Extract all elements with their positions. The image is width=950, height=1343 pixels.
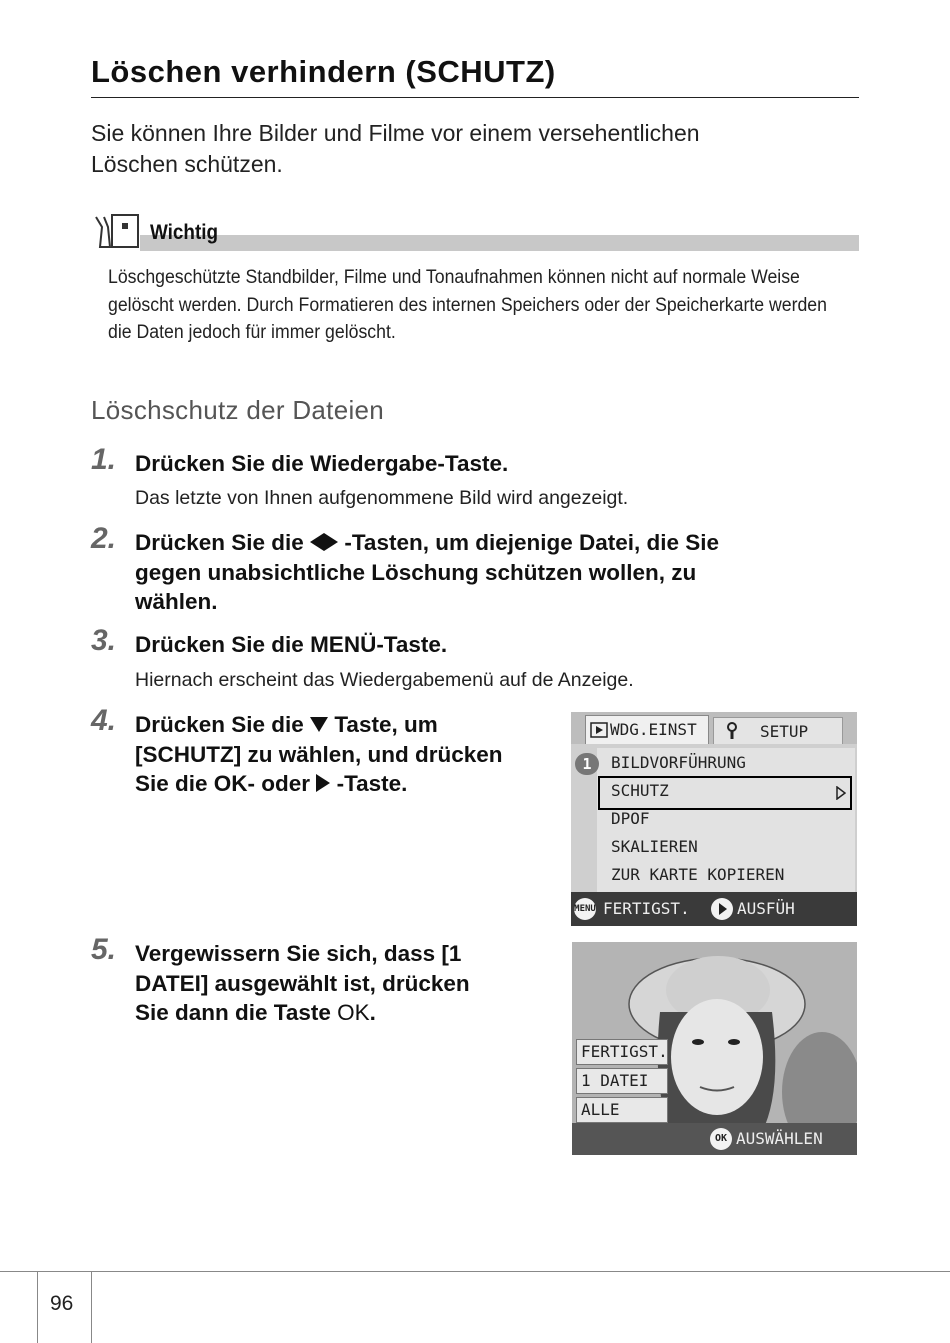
step-description: Das letzte von Ihnen aufgenommene Bild wird angezeigt.: [135, 487, 629, 509]
down-arrow-icon: [310, 717, 328, 732]
step-text: -Taste.: [336, 771, 408, 796]
menu-footer: [571, 892, 857, 926]
tab-setup[interactable]: [713, 717, 843, 744]
title-divider: [91, 97, 859, 98]
intro-line: Sie können Ihre Bilder und Filme vor einem versehentlichen: [91, 120, 700, 146]
ok-key-label: OK: [337, 1000, 370, 1025]
note-line: die Daten jedoch für immer gelöscht.: [108, 322, 396, 343]
note-bar: [128, 235, 859, 251]
step-text: Drücken Sie die: [135, 530, 304, 555]
step-number: 4.: [91, 704, 117, 737]
step-instruction: Drücken Sie die Wiedergabe-Taste.: [135, 451, 509, 476]
menu-item-skalieren[interactable]: SKALIEREN: [611, 837, 698, 856]
step-text: -Tasten, um diejenige Datei, die Sie: [344, 530, 720, 555]
footer-done-label: FERTIGST.: [603, 899, 690, 918]
step-text: Taste, um: [334, 712, 438, 737]
wrench-icon: [724, 722, 740, 740]
playback-icon: [590, 722, 608, 738]
step-instruction: [135, 528, 719, 617]
section-heading: Löschschutz der Dateien: [91, 395, 385, 425]
tab-label: SETUP: [760, 722, 809, 741]
note-line: Löschgeschützte Standbilder, Filme und Tonaufnahmen können nicht auf normale Weise: [108, 267, 800, 288]
step-text: Drücken Sie die: [135, 712, 304, 737]
menu-item-zur-karte-kopieren[interactable]: ZUR KARTE KOPIEREN: [611, 865, 785, 884]
footer-select-label: AUSWÄHLEN: [736, 1129, 823, 1148]
option-one-file[interactable]: 1 DATEI: [576, 1068, 668, 1094]
protect-options: [576, 1039, 668, 1126]
submenu-arrow-icon: [836, 786, 846, 800]
step-text: DATEI] ausgewählt ist, drücken: [135, 970, 470, 996]
step-text: Sie dann die Taste: [135, 1000, 331, 1025]
footer-execute-label: AUSFÜH: [737, 899, 795, 918]
step-number: 2.: [91, 522, 117, 555]
step-text: .: [369, 1000, 376, 1025]
intro-paragraph: [91, 118, 811, 180]
option-done[interactable]: FERTIGST.: [576, 1039, 668, 1065]
note-label: Wichtig: [150, 221, 219, 244]
ok-button-icon: OK: [710, 1128, 732, 1150]
step-number: 5.: [91, 933, 117, 966]
note-text: [108, 264, 827, 347]
step-instruction: [135, 710, 503, 799]
camera-protect-screen: [572, 942, 857, 1155]
menu-button-icon: MENU: [574, 898, 596, 920]
step-text: [SCHUTZ] zu wählen, und drücken: [135, 741, 503, 767]
footer-divider: [0, 1271, 950, 1272]
step-description: Hiernach erscheint das Wiedergabemenü auf de Anzeige.: [135, 669, 634, 691]
menu-page-number: 1: [575, 753, 599, 775]
menu-item-bildvorfuehrung[interactable]: BILDVORFÜHRUNG: [611, 753, 746, 772]
step-number: 1.: [91, 443, 117, 476]
note-line: gelöscht werden. Durch Formatieren des internen Speichers oder der Speicherkarte werden: [108, 294, 827, 316]
step-text: gegen unabsichtliche Löschung schützen wollen, zu: [135, 559, 697, 585]
menu-item-schutz[interactable]: SCHUTZ: [611, 781, 669, 800]
step-text: wählen.: [135, 589, 218, 614]
option-all-files[interactable]: ALLE: [576, 1097, 668, 1123]
step-text: Sie die OK- oder: [135, 771, 311, 796]
page-title: Löschen verhindern (SCHUTZ): [91, 54, 556, 89]
right-button-icon: [711, 898, 733, 920]
protect-footer: [572, 1123, 857, 1155]
menu-item-dpof[interactable]: DPOF: [611, 809, 650, 828]
page-number: 96: [50, 1292, 74, 1315]
footer-divider: [37, 1271, 38, 1343]
right-arrow-icon: [316, 774, 330, 792]
right-arrow-icon: [324, 533, 338, 551]
step-instruction: Drücken Sie die MENÜ-Taste.: [135, 632, 448, 657]
important-note-icon: [92, 213, 140, 251]
step-text: Vergewissern Sie sich, dass [1: [135, 941, 462, 966]
tab-label: WDG.EINST: [610, 720, 697, 739]
step-number: 3.: [91, 624, 117, 657]
camera-menu-screen: [571, 712, 857, 926]
step-instruction: [135, 939, 470, 1028]
footer-divider: [91, 1271, 92, 1343]
selection-highlight: [598, 776, 852, 810]
tab-playback-settings[interactable]: [585, 715, 709, 744]
left-arrow-icon: [310, 533, 324, 551]
intro-line: Löschen schützen.: [91, 151, 283, 177]
